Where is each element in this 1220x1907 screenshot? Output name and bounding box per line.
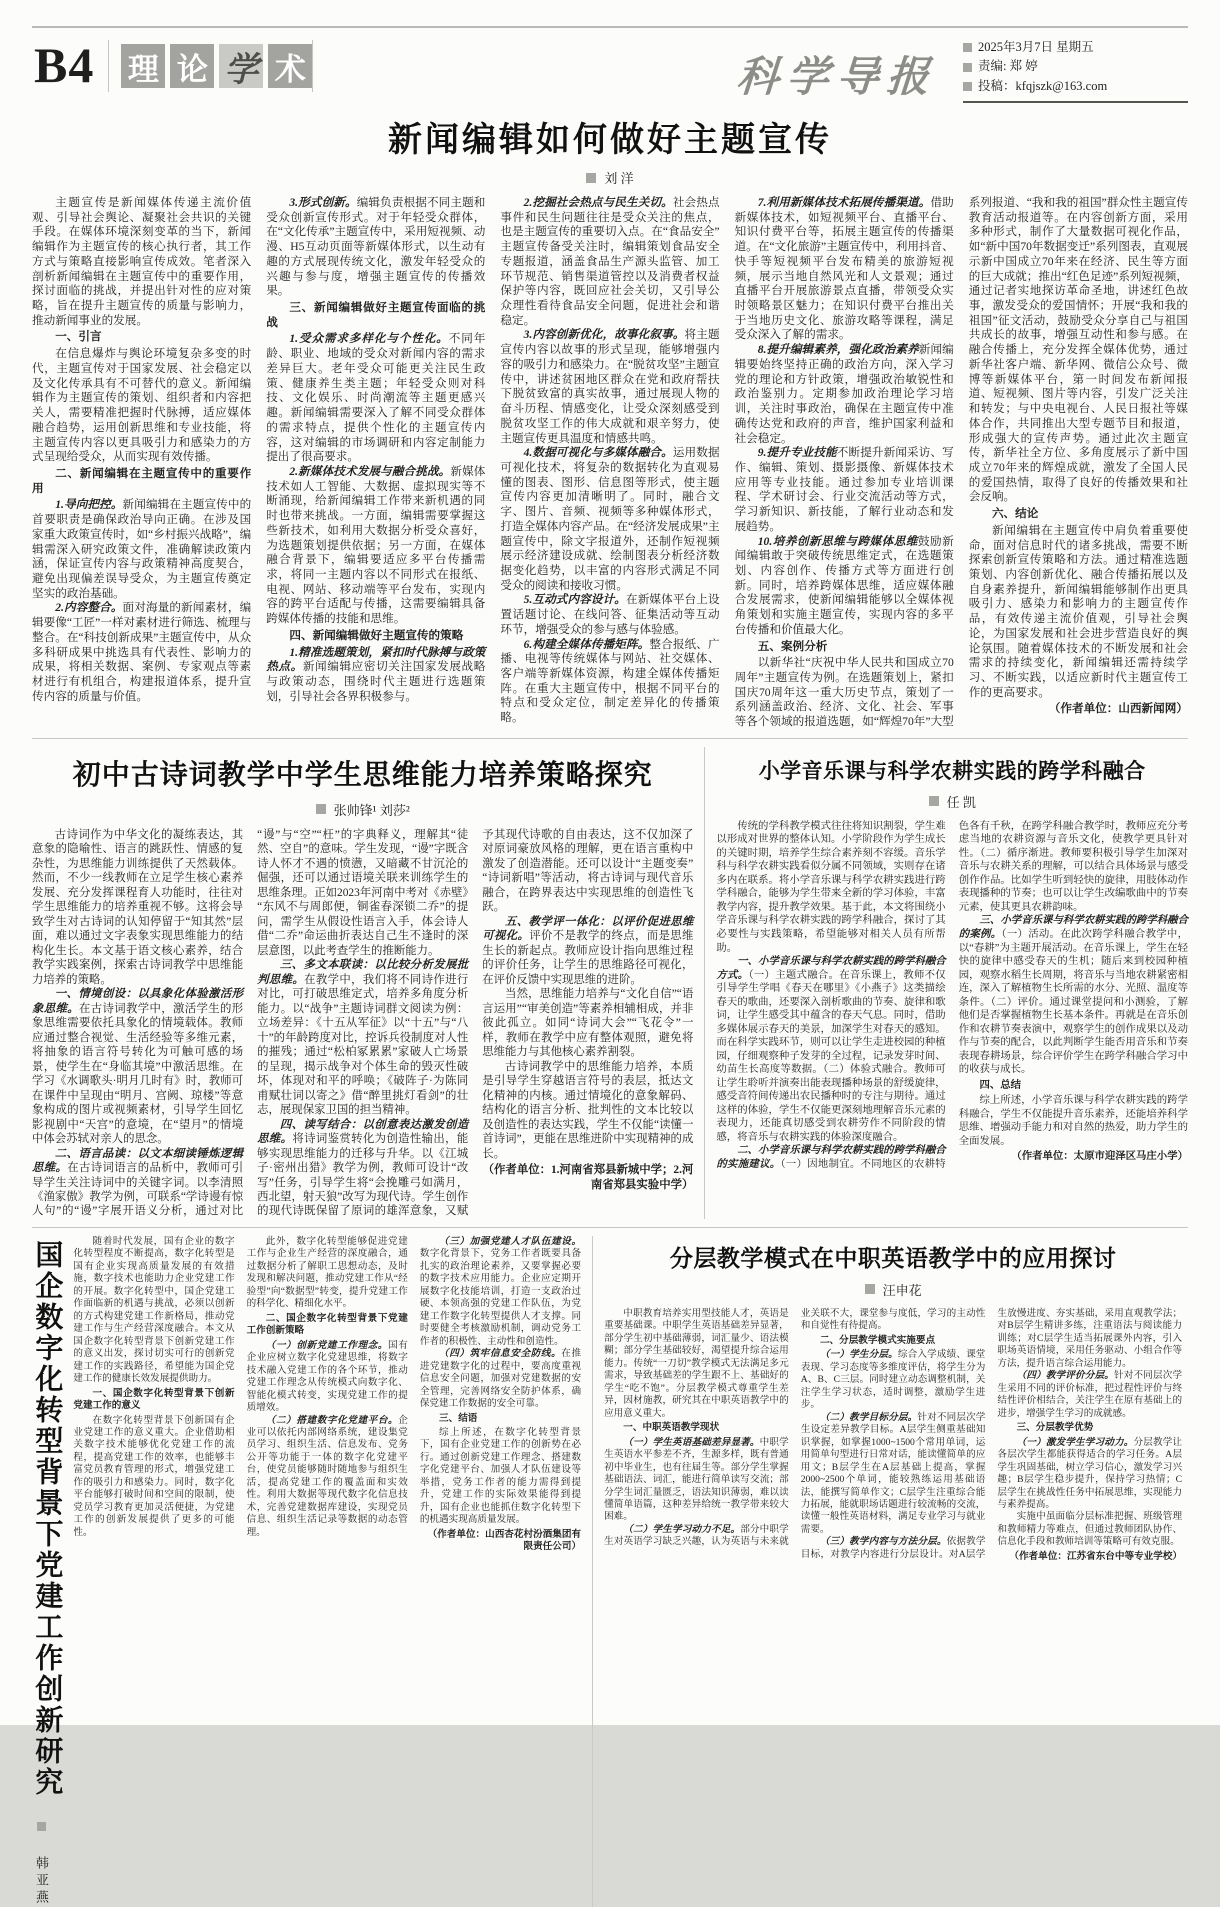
section-tile: 理: [121, 44, 165, 88]
byline-marker-icon: [929, 796, 939, 806]
author-name: 张帅锋¹ 刘莎²: [333, 802, 410, 818]
paragraph: 7.利用新媒体技术拓展传播渠道。借助新媒体技术，如短视频平台、直播平台、知识付费平台等，拓展主题宣传的传播渠道。在“文化旅游”主题宣传中，利用抖音、快手等短视频平台发布精美的旅游短视频，展示当地自然风光和人文景观；通过直播平台开展旅游景点直播，带领受众实时领略景区魅力；在知识付费平台推出关于当地历史文化、旅游攻略等课程，满足受众深入了解的需求。: [734, 196, 954, 342]
run-in-heading: （二）教学目标分层。: [819, 1411, 918, 1423]
section-heading: 一、国企数字化转型背景下创新党建工作的意义: [73, 1387, 235, 1412]
section-heading: 一、引言: [55, 330, 102, 344]
section-heading: 二、国企数字化转型背景下党建工作创新策略: [246, 1312, 408, 1337]
section-heading: 三、分层教学优势: [1016, 1422, 1094, 1434]
section-heading: 五、案例分析: [757, 639, 828, 653]
publication-date: 2025年3月7日 星期五: [978, 40, 1094, 54]
paragraph: 随着时代发展，国有企业的数字化转型程度不断提高，数字化转型是国有企业实现高质量发展的有效措施，数字技术也能助力企业党建工作的开展。数字化转型中，国企党建工作面临新的机遇与挑战，必须以创新的方式构建党建工作新格局，推动党建工作与生产经营深度融合。本文从国企数字化转型背景下创新党建工作的意义出发，探讨切实可行的创新党建工作的实践路径，希望能为国企党建工作的健康长效发展提供助力。: [73, 1235, 235, 1385]
header-left: [32, 36, 325, 92]
article-byline: [32, 800, 693, 819]
article-body: [604, 1308, 1182, 1563]
paragraph: （二）学生学习动力不足。部分中职学生对英语学习缺乏兴趣，认为英语与未来就业关联不大，课堂参与度低，学习的主动性和自觉性有待提高。: [604, 1307, 986, 1548]
paragraph: （一）激发学生学习动力。分层教学让各层次学生都能获得适合的学习任务。A层学生巩固基础，树立学习信心，激发学习兴趣；B层学生稳步提升，保持学习热情；C层学生在挑战性任务中拓展思维，实现能力与素养提高。: [997, 1436, 1183, 1510]
paragraph: （一）学生分层。综合入学成绩、课堂表现、学习态度等多维度评估，将学生分为A、B、C三层。同时建立动态调整机制，关注学生学习状态，适时调整，激励学生进步。: [800, 1349, 986, 1411]
paragraph: 新闻编辑在主题宣传中肩负着重要使命，面对信息时代的诸多挑战，需要不断探索创新宣传策略和方法。通过精准选题策划、内容创新优化、融合传播拓展以及自身素养提升，新闻编辑能够制作出更具吸引力、感染力和影响力的主题宣传作品，有效传递主流价值观，引导社会舆论，为国家发展和社会进步营造良好的舆论氛围。随着媒体技术的不断发展和社会需求的持续变化，新闻编辑还需持续学习、不断实践，以适应新时代主题宣传工作的更高要求。: [968, 523, 1188, 699]
paragraph: 三、多文本联读：以比较分析发展批判思维。在教学中，我们将不同诗作进行对比，可打破思维定式，培养多角度分析能力。以“战争”主题诗词群文阅读为例：立场差异：《十五从军征》以“十五”与“八十”的年龄跨度对比，控诉兵役制度对人性的摧残；通过“松柏冢累累”家破人亡场景的呈现，揭示战争对个体生命的毁灭性破坏，体现对和平的呼唤；《破阵子·为陈同甫赋壮词以寄之》借“醉里挑灯看剑”的壮志，展现保家卫国的担当精神。: [257, 959, 469, 1117]
submission-email: 投稿：kfqjszk@163.com: [978, 78, 1108, 93]
run-in-heading: 四、读写结合：以创意表达激发创造思维。: [257, 1118, 469, 1146]
run-in-heading: （一）学生分层。: [819, 1349, 898, 1361]
bottom-band: [32, 1236, 1188, 1907]
paragraph: 此外，数字化转型能够促进党建工作与企业生产经营的深度融合，通过数据分析了解职工思想动态，及时发现和解决问题，推动党建工作从“经验型”向“数据型”转变，提升党建工作的科学化、精细化水平。: [246, 1235, 408, 1310]
author-affiliation: （作者单位：山西杏花村汾酒集团有限责任公司）: [427, 1528, 582, 1553]
run-in-heading: 二、小学音乐课与科学农耕实践的跨学科融合的实施建议。: [716, 1145, 946, 1170]
article-divider: [704, 747, 705, 1219]
run-in-heading: 二、语言品读：以文本细读锤炼逻辑思维。: [32, 1147, 244, 1175]
run-in-heading: 2.挖掘社会热点与民生关切。: [523, 196, 673, 209]
article-poetry-teaching: [32, 747, 693, 1219]
paragraph: 在信息爆炸与舆论环境复杂多变的时代，主题宣传对于国家发展、社会稳定以及文化传承具有不可替代的意义。新闻编辑作为主题宣传的策划、组织者和内容把关人，需要精准把握时代脉搏，适应媒体融合趋势，运用创新思维和专业技能，将主题宣传内容以更具吸引力和感染力的方式呈现给受众，从而实现有效传播。: [32, 347, 252, 464]
article-body: [32, 196, 1188, 730]
paragraph: 主题宣传是新闻媒体传递主流价值观、引导社会舆论、凝聚社会共识的关键手段。在媒体环境深刻变革的当下，新闻编辑作为主题宣传的核心执行者，其工作方式与策略直接影响宣传成效。笔者深入剖析新闻编辑在主题宣传中的重要作用，探讨面临的挑战，并提出针对性的应对策略，旨在提升主题宣传的质量与影响力，推动新闻事业的发展。: [32, 196, 252, 327]
article-title: 新闻编辑如何做好主题宣传: [388, 121, 832, 159]
paragraph: 1.精准选题策划，紧扣时代脉搏与政策热点。新闻编辑应密切关注国家发展战略与政策动态，围绕时代主题进行选题策划，引导社会各界积极参与。: [266, 645, 486, 703]
author-name: 刘 洋: [604, 171, 634, 186]
section-heading: 三、新闻编辑做好主题宣传面临的挑战: [266, 301, 486, 329]
paragraph: 5.互动式内容设计。在新媒体平台上设置话题讨论、在线问答、征集活动等互动环节，增强受众的参与感与体验感。: [500, 593, 720, 636]
run-in-heading: 8.提升编辑素养，强化政治素养: [757, 343, 919, 357]
author-affiliation: （作者单位：1.河南省郑县新城中学；2.河南省郑县实验中学）: [482, 1164, 694, 1191]
run-in-heading: 五、教学评一体化：以评价促进思维可视化。: [482, 915, 694, 943]
run-in-heading: 1.精准选题策划，紧扣时代脉搏与政策热点。: [266, 645, 486, 674]
section-heading: 二、新闻编辑在主题宣传中的重要作用: [32, 466, 252, 495]
section-tile: 术: [268, 44, 312, 88]
article-music-farming: [716, 747, 1188, 1219]
paragraph: （一）创新党建工作理念。国有企业应树立数字化党建思维，将数字技术融入党建工作的各个环节，推动党建工作理念从传统模式向数字化、智能化模式转变，实现党建工作的提质增效。: [246, 1339, 408, 1414]
section-tile-calligraphy: 学: [219, 44, 263, 88]
paragraph: 9.提升专业技能不断提升新闻采访、写作、编辑、策划、摄影摄像、新媒体技术应用等专业技能。通过参加专业培训课程、学术研讨会、行业交流活动等方式，学习新知识、新技能，了解行业动态和发展趋势。: [734, 446, 954, 533]
paragraph: 以新华社“庆祝中华人民共和国成立70周年”主题宣传为例。在选题策划上，紧扣国庆70周年这一重大历史节点，策划了一系列涵盖政治、经济、文化、社会、军事等各个领域的报道选题，如“辉煌70年”大型系列报道、“我和我的祖国”群众性主题宣传教育活动报道等。在内容创新方面，采用多种形式，制作了大量数据可视化作品，如“新中国70年数据变迁”系列图表，直观展示新中国成立70年来在经济、民生等方面的巨大成就；推出“红色足迹”系列短视频，通过记者实地探访革命圣地，讲述红色故事，激发受众的爱国情怀；开展“我和我的祖国”征文活动，鼓励受众分享自己与祖国共成长的故事，增强互动性和参与感。在融合传播上，充分发挥全媒体优势，通过新华社客户端、新华网、微信公众号、微博等新媒体平台，第一时间发布新闻报道、短视频、图片等内容，引发广泛关注和转发；与中央电视台、人民日报社等媒体合作，共同推出大型专题节目和报道，形成强大的宣传声势。通过此次主题宣传，新华社全方位、多角度展示了新中国成立70年来的辉煌成就，激发了全国人民的爱国热情，取得了良好的传播效果和社会反响。: [734, 196, 1188, 729]
section-heading: 一、中职英语教学现状: [623, 1422, 720, 1434]
run-in-heading: 6.构建全媒体传播矩阵。: [523, 637, 650, 651]
run-in-heading: 9.提升专业技能: [757, 446, 837, 460]
byline-marker-icon: [37, 1822, 46, 1831]
paragraph: （三）教学内容与方法分层。依据教学目标，对教学内容进行分层设计。对A层学生放慢进度、夯实基础，采用直观教学法；对B层学生精讲多练，注重语法与阅读能力训练；对C层学生适当拓展课外内容，引入职场英语情境，采用任务驱动、小组合作等方法，提升语言综合运用能力。: [800, 1307, 1183, 1560]
run-in-heading: （二）学生学习动力不足。: [623, 1523, 741, 1535]
vertical-title-block: [32, 1236, 63, 1907]
run-in-heading: （三）加强党建人才队伍建设。: [439, 1235, 582, 1247]
article-divider: [592, 1236, 593, 1907]
run-in-heading: 三、多文本联读：以比较分析发展批判思维。: [257, 959, 469, 986]
run-in-heading: 7.利用新媒体技术拓展传播渠道。: [757, 196, 931, 209]
paragraph: （二）搭建数字化党建平台。企业可以依托内部网络系统，建设集党员学习、组织生活、信息发布、党务公开等功能于一体的数字化党建平台，使党员能够随时随地参与组织生活，提高党建工作的覆盖面和实效性。利用大数据等现代数字化信息技术，完善党建数据库建设，实现党员信息、组织生活记录等数据的动态管理。: [246, 1414, 408, 1538]
byline-marker-icon: [316, 804, 326, 814]
run-in-heading: （一）学生英语基础差异显著。: [623, 1436, 760, 1448]
section-heading: 三、结语: [439, 1412, 478, 1424]
paragraph: 8.提升编辑素养，强化政治素养新闻编辑要始终坚持正确的政治方向，深入学习党的理论和方针政策，增强政治敏锐性和政治鉴别力。定期参加政治理论学习培训，关注时事政治，确保在主题宣传中准确传达党和政府的声音，维护国家利益和社会稳定。: [734, 343, 954, 445]
paragraph: 一、情境创设：以具象化体验激活形象思维。在古诗词教学中，激活学生的形象思维需要依托具象化的情境载体。教师应通过整合视觉、生活经验等多维元素，将抽象的语言符号转化为可触可感的场景，使学生在“身临其境”中激活思维。在学习《水调歌头·明月几时有》时，教师可在课件中呈现由“明月、宫阙、琼楼”等意象构成的图片或视频素材，引导学生回忆影视剧中“天宫”的意境，在“望月”的情境中体会苏轼对亲人的思念。: [32, 988, 244, 1146]
band-separator: [32, 738, 1188, 739]
article-byline: [716, 792, 1188, 811]
paragraph: （二）教学目标分层。针对不同层次学生设定差异教学目标。A层学生侧重基础知识掌握，如掌握1000~1500个常用单词，运用简单句型进行日常对话，能读懂简单的应用文；B层学生在A层基础上提高，掌握2000~2500个单词，能较熟练运用基础语法，能撰写简单作文；C层学生注重综合能力拓展，能就职场话题进行较流畅的交流，读懂一般性英语材料，满足专业学习与就业需要。: [800, 1411, 986, 1535]
paragraph: 3.内容创新优化，故事化叙事。将主题宣传内容以故事的形式呈现，能够增强内容的吸引力和感染力。在“脱贫攻坚”主题宣传中，讲述贫困地区群众在党和政府帮扶下脱贫致富的真实故事，通过展现人物的奋斗历程、情感变化，让受众深刻感受到脱贫攻坚工作的伟大成就和艰辛努力，使主题宣传更具温度和情感共鸣。: [500, 328, 720, 445]
header-right: [737, 38, 1188, 104]
section-tile: 论: [170, 44, 214, 88]
band-separator: [32, 1227, 1188, 1228]
run-in-heading: 一、情境创设：以具象化体验激活形象思维。: [32, 988, 244, 1015]
publication-date-row: [963, 38, 1188, 57]
article-byline: [604, 1280, 1182, 1299]
paragraph: 一、小学音乐课与科学农耕实践的跨学科融合方式。（一）主题式融合。在音乐课上，教师不仅引导学生学唱《春天在哪里》《小燕子》这类描绘春天的歌曲，还要深入剖析歌曲的节奏、旋律和歌词，让学生感受其中蕴含的春天气息。同时，借助多媒体展示春天的美景，加深学生对春天的感知。而在科学实践环节，则可以让学生走进校园的种植园，仔细观察种子发芽的全过程，记录发芽时间、幼苗生长高度等数据。（二）体验式融合。教师可让学生聆听并演奏出能表现播种场景的舒缓旋律，感受音符间传递出农民播种时的专注与期待。通过这样的体验，学生不仅能更深刻地理解音乐元素的表现力，还能真切感受到农耕劳作不同阶段的情感，将音乐与农耕实践的体验深度融合。: [716, 956, 946, 1143]
paragraph: 实施中虽面临分层标准把握、班级管理和教师精力等难点，但通过教师团队协作、信息化手段和教师培训等策略可有效克服。: [997, 1511, 1183, 1548]
run-in-heading: （一）激发学生学习动力。: [1016, 1436, 1134, 1448]
paragraph: （三）加强党建人才队伍建设。数字化背景下，党务工作者既要具备扎实的政治理论素养，又要掌握必要的数字技术应用能力。企业应定期开展数字化技能培训，打造一支政治过硬、本领高强的党建工作队伍，为党建工作数字化转型提供人才支撑。同时要健全考核激励机制，调动党务工作者的积极性、主动性和创造性。: [419, 1235, 582, 1347]
paragraph: （一）学生英语基础差异显著。中职学生英语水平参差不齐，生源多样，既有普通初中毕业生，也有往届生等。部分学生掌握基础语法、词汇，能进行简单读写交流；部分学生词汇量匮乏，语法知识薄弱，难以读懂简单语篇，这种差异给统一教学带来较大困难。: [604, 1436, 789, 1523]
run-in-heading: 5.互动式内容设计。: [523, 593, 627, 607]
run-in-heading: 1.受众需求多样化与个性化。: [289, 332, 449, 346]
paragraph: 三、小学音乐课与科学农耕实践的跨学科融合的案例。（一）活动。在此次跨学科融合教学中，以“春耕”为主题开展活动。在音乐课上，学生在轻快的旋律中感受春天的生机；随后来到校园种植园，观察水稻生长周期，将音乐与当地农耕紧密相连，深入了解植物生长所需的水分、光照、温度等条件。（二）评价。通过课堂提问和小测验，了解他们是否掌握植物生长基本条件。再就是在音乐创作和农耕节奏表演中，观察学生的创作成果以及动作与节奏的配合，以此判断学生能否用音乐和节奏表现春耕场景，综合评价学生在跨学科融合学习中的收获与成长。: [958, 915, 1188, 1076]
author-name: 汪申花: [882, 1282, 922, 1298]
article-body: [73, 1236, 581, 1907]
paragraph: 二、语言品读：以文本细读锤炼逻辑思维。在古诗词语言的品析中，教师可引导学生关注诗词中的关键字词。以李清照《渔家傲》教学为例，可联系“学诗谩有惊人句”的“谩”字展开语义分析，通过对比“谩”与“空”“枉”的字典释义，理解其“徒然、空自”的意味。学生发现，“谩”字既含诗人怀才不遇的愤懑，又暗藏不甘沉沦的倔强，还可以通过语境关联来训练学生的思维条理。正如2023年河南中考对《赤壁》“东风不与周郎便，铜雀春深锁二乔”的提问，需学生从假设性语言入手，体会诗人借“二乔”命运曲折表达自己生不逢时的深层意图，以此考查学生的推断能力。: [32, 828, 469, 1218]
author-affiliation: （作者单位：太原市迎泽区马庄小学）: [1011, 1151, 1188, 1163]
run-in-heading: （二）搭建数字化党建平台。: [265, 1414, 399, 1426]
author-name: 韩亚燕: [34, 1855, 49, 1907]
article-title: 小学音乐课与科学农耕实践的跨学科融合: [758, 759, 1146, 783]
square-bullet-icon: [963, 43, 972, 52]
paragraph: 1.受众需求多样化与个性化。不同年龄、职业、地域的受众对新闻内容的需求差异巨大。老年受众可能更关注民生政策、健康养生类主题；年轻受众则对科技、文化娱乐、时尚潮流等主题更感兴趣。新闻编辑需要深入了解不同受众群体的需求特点，提供个性化的主题宣传内容，这对编辑的市场调研和内容定制能力提出了很高要求。: [266, 332, 486, 464]
submission-row: [963, 77, 1188, 96]
article-body: [32, 828, 693, 1219]
editor-row: [963, 57, 1188, 76]
section-title-tiles: [121, 44, 312, 88]
paragraph: 综上所述，小学音乐课与科学农耕实践的跨学科融合，学生不仅能提升音乐素养，还能培养科学思维、增强动手能力和对自然的热爱，助力学生的全面发展。: [958, 1095, 1188, 1147]
byline-marker-icon: [865, 1284, 875, 1294]
run-in-heading: 一、小学音乐课与科学农耕实践的跨学科融合方式。: [716, 956, 946, 981]
section-heading: 六、结论: [991, 507, 1039, 521]
page-number: B4: [34, 37, 95, 93]
run-in-heading: 1.导向把控。: [55, 498, 123, 512]
paragraph: 古诗词作为中华文化的凝练表达，其意象的隐喻性、语言的跳跃性、情感的复杂性，为思维能力训练提供了天然载体。然而，不少一线教师在立足学生核心素养发展、充分发挥课程育人功能时，往往对学生思维能力的培养重视不够。这将会导致学生对古诗词的认知停留于“知其然”层面，难以通过文字表象实现思维能力的结构化生长。本文基于语文核心素养，结合教学实践案例，探索古诗词教学中思维能力培养的策略。: [32, 828, 244, 986]
author-affiliation: （作者单位：山西新闻网）: [1048, 702, 1188, 716]
paragraph: 古诗词教学中的思维能力培养，本质是引导学生穿越语言符号的表层，抵达文化精神的内核。通过情境化的意象解码、结构化的语言分析、批判性的文本比较以及创造性的表达实践，学生不仅能“读懂一首诗词”，更能在思维进阶中实现精神的成长。: [482, 1060, 694, 1160]
square-bullet-icon: [963, 63, 972, 72]
paragraph: 四、读写结合：以创意表达激发创造思维。将诗词鉴赏转化为创造性输出，能够实现思维能力的迁移与升华。以《江城子·密州出猎》教学为例，教师可设计“改写”任务，引导学生将“会挽雕弓如满月，西北望，射天狼”改写为现代诗。学生创作的现代诗既保留了原词的雄浑意象，又赋予其现代诗歌的自由表达，这不仅加深了对原词豪放风格的理解，更在语言重构中激发了创造潜能。还可以设计“主题变奏”“诗词新唱”等活动，将古诗词与现代音乐融合，在跨界表达中实现思维的创造性飞跃。: [257, 828, 694, 1218]
paragraph: 在数字化转型背景下创新国有企业党建工作的意义重大。企业借助相关数字技术能够优化党建工作的流程，提高党建工作的效率，也能够丰富党员教育管理的形式，增强党建工作的吸引力和感染力。同时，数字化平台能够打破时间和空间的限制，使党员学习教育更加灵活便捷，为党建工作的创新发展提供了更多的可能性。: [73, 1414, 235, 1538]
paragraph: 五、教学评一体化：以评价促进思维可视化。评价不是教学的终点，而是思维生长的新起点。教师应设计指向思维过程的评价任务，让学生的思维路径可视化，在评价反馈中实现思维的进阶。: [482, 915, 694, 986]
paragraph: 中职教育培养实用型技能人才，英语是重要基础课。中职学生英语基础差异显著，部分学生初中基础薄弱，词汇量少、语法模糊；部分学生基础较好，渴望提升综合运用能力。传统“一刀切”教学模式无法满足多元需求，导致基础差的学生跟不上、基础好的学生“吃不饱”。分层教学模式尊重学生差异，因材施教，研究其在中职英语教学中的应用意义重大。: [604, 1307, 789, 1419]
section-heading: 四、总结: [979, 1079, 1022, 1091]
paragraph: 综上所述，在数字化转型背景下，国有企业党建工作的创新势在必行。通过创新党建工作理念、搭建数字化党建平台、加强人才队伍建设等举措，党务工作者的能力需得到提升，党建工作的实际效果能得到提升，国有企业也能抓住数字化转型下的机遇实现高质量发展。: [419, 1426, 582, 1526]
article-title: 国企数字化转型背景下党建工作创新研究: [32, 1239, 64, 1798]
paragraph: 2.挖掘社会热点与民生关切。社会热点事件和民生问题往往是受众关注的焦点，也是主题宣传的重要切入点。在“食品安全”主题宣传备受关注时，编辑策划食品安全专题报道，涵盖食品生产源头监管、加工环节规范、销售渠道管控以及消费者权益保护等内容，既回应社会关切，又引导公众理性看待食品安全问题，促进社会和谐稳定。: [500, 196, 720, 327]
middle-band: [32, 747, 1188, 1219]
run-in-heading: （四）筑牢信息安全防线。: [439, 1348, 562, 1360]
header-divider: [312, 40, 313, 92]
run-in-heading: 3.形式创新。: [289, 196, 357, 209]
header-divider: [108, 40, 109, 92]
run-in-heading: （三）教学内容与方法分层。: [819, 1536, 947, 1548]
run-in-heading: 3.内容创新优化，故事化叙事。: [523, 328, 685, 342]
paragraph: （四）筑牢信息安全防线。在推进党建数字化的过程中，要高度重视信息安全问题，加强对党建数据的安全管理，完善网络安全防护体系，确保党建工作数据的安全可靠。: [419, 1348, 582, 1410]
run-in-heading: 4.数据可视化与多媒体融合。: [523, 446, 673, 460]
run-in-heading: 2.新媒体技术发展与融合挑战。: [289, 464, 451, 478]
paragraph: 二、小学音乐课与科学农耕实践的跨学科融合的实施建议。（一）因地制宜。不同地区的农耕特色各有千秋，在跨学科融合教学时，教师应充分考虑当地的农耕资源与音乐文化，使教学更具针对性。（二）循序渐进。教师要积极引导学生加深对音乐与农耕关系的理解，可以结合具体场景与感受创作作品。比如学生听到轻快的旋律，用肢体动作表现播种的节奏；也可以让学生改编歌曲中的节奏元素，使其更具农耕韵味。: [716, 820, 1188, 1170]
section-heading: 二、分层教学模式实施要点: [819, 1334, 936, 1346]
run-in-heading: 2.内容整合。: [55, 601, 123, 615]
square-bullet-icon: [963, 82, 972, 91]
article-title: 初中古诗词教学中学生思维能力培养策略探究: [72, 758, 653, 790]
paragraph: 3.形式创新。编辑负责根据不同主题和受众创新宣传形式。对于年轻受众群体，在“文化传承”主题宣传中，采用短视频、动漫、H5互动页面等新媒体形式，以生动有趣的方式展现传统文化，激发年轻受众的兴趣与参与度，增强主题宣传的传播效果。: [266, 196, 486, 298]
article-byline: [32, 168, 1188, 187]
run-in-heading: （四）教学评价分层。: [1016, 1370, 1115, 1382]
paragraph: 2.新媒体技术发展与融合挑战。新媒体技术如人工智能、大数据、虚拟现实等不断涌现，给新闻编辑工作带来新机遇的同时也带来挑战。一方面，编辑需要掌握这些新技术，如利用大数据分析受众喜好，为选题策划提供依据；另一方面，在媒体融合背景下，编辑要适应多平台传播需求，将同一主题内容以不同形式在报纸、电视、网站、移动端等平台发布，实现内容的跨平台适配与传播，这需要编辑具备跨媒体传播的技能和思维。: [266, 464, 486, 626]
author-name: 任 凯: [946, 794, 976, 810]
article-soe-party-building: [32, 1236, 581, 1907]
page-header: [32, 26, 1188, 108]
paragraph: （四）教学评价分层。针对不同层次学生采用不同的评价标准，把过程性评价与终结性评价相结合，关注学生在原有基础上的进步，增强学生学习的成就感。: [997, 1370, 1183, 1419]
section-heading: 四、新闻编辑做好主题宣传的策略: [289, 628, 464, 642]
article-title: 分层教学模式在中职英语教学中的应用探讨: [669, 1244, 1117, 1271]
paragraph: 4.数据可视化与多媒体融合。运用数据可视化技术，将复杂的数据转化为直观易懂的图表、图形、信息图等形式，使主题宣传内容更加清晰明了。同时，融合文字、图片、音频、视频等多种媒体形式，打造全媒体内容产品。在“经济发展成果”主题宣传中，除文字报道外，还制作短视频展示经济建设成就、绘制图表分析经济数据变化趋势，以丰富的内容形式满足不同受众的阅读和接收习惯。: [500, 446, 720, 592]
masthead-logo: 科学导报: [735, 52, 939, 101]
paragraph: 6.构建全媒体传播矩阵。整合报纸、广播、电视等传统媒体与网站、社交媒体、客户端等新媒体资源，构建全媒体传播矩阵。在重大主题宣传中，根据不同平台的特点和受众定位，制定差异化的传播策略。: [500, 637, 720, 725]
author-affiliation: （作者单位：江苏省东台中等专业学校）: [1009, 1550, 1183, 1562]
paragraph: 传统的学科教学模式往往将知识割裂，学生难以形成对世界的整体认知。小学阶段作为学生成长的关键时期，培养学生综合素养刻不容缓。音乐学科与科学农耕实践看似分属不同领域，实则存在诸多内在联系。将小学音乐课与科学农耕实践进行跨学科融合，能够为学生带来全新的学习体验，丰富教学内容，提升教学效果。基于此，本文将围绕小学音乐课与科学农耕实践的跨学科融合，探讨了其必要性与实践策略，希望能够对相关人员有所帮助。: [716, 820, 946, 954]
run-in-heading: 10.培养创新思维与跨媒体思维: [757, 534, 918, 548]
article-body: [716, 820, 1188, 1171]
article-news-editing: [32, 112, 1188, 730]
byline-marker-icon: [586, 173, 596, 183]
paragraph: 当然，思维能力培养与“文化自信”“语言运用”“审美创造”等素养相辅相成，并非彼此孤立。如同“诗词大会”“飞花令”一样，教师在教学中应有整体观照，避免将思维能力与其他核心素养割裂。: [482, 988, 694, 1059]
article-byline: [32, 1822, 63, 1907]
run-in-heading: （一）创新党建工作理念。: [265, 1339, 389, 1351]
paragraph: 2.内容整合。面对海量的新闻素材，编辑要像“工匠”一样对素材进行筛选、梳理与整合。在“科技创新成果”主题宣传中，从众多科研成果中挑选具有代表性、影响力的成果，将相关数据、案例、专家观点等素材进行有机组合，构建报道体系，提升宣传内容的质量与价值。: [32, 601, 252, 703]
article-layered-english-teaching: [604, 1236, 1182, 1907]
paragraph: 10.培养创新思维与跨媒体思维鼓励新闻编辑敢于突破传统思维定式，在选题策划、内容创作、传播方式等方面进行创新。同时，培养跨媒体思维，适应媒体融合发展需求，使新闻编辑能够以全媒体视角策划和实施主题宣传，实现内容的多平台传播和价值最大化。: [734, 534, 954, 636]
paragraph: 1.导向把控。新闻编辑在主题宣传中的首要职责是确保政治导向正确。在涉及国家重大政策宣传时，如“乡村振兴战略”，编辑需深入研究政策文件，准确解读政策内涵，保证宣传内容与政策精神高度契合，避免出现偏差误导受众，为主题宣传奠定坚实的政治基础。: [32, 498, 252, 600]
publication-info: [963, 38, 1188, 103]
run-in-heading: 三、小学音乐课与科学农耕实践的跨学科融合的案例。: [958, 915, 1188, 940]
editor-name: 责编: 郑 婷: [978, 59, 1038, 74]
